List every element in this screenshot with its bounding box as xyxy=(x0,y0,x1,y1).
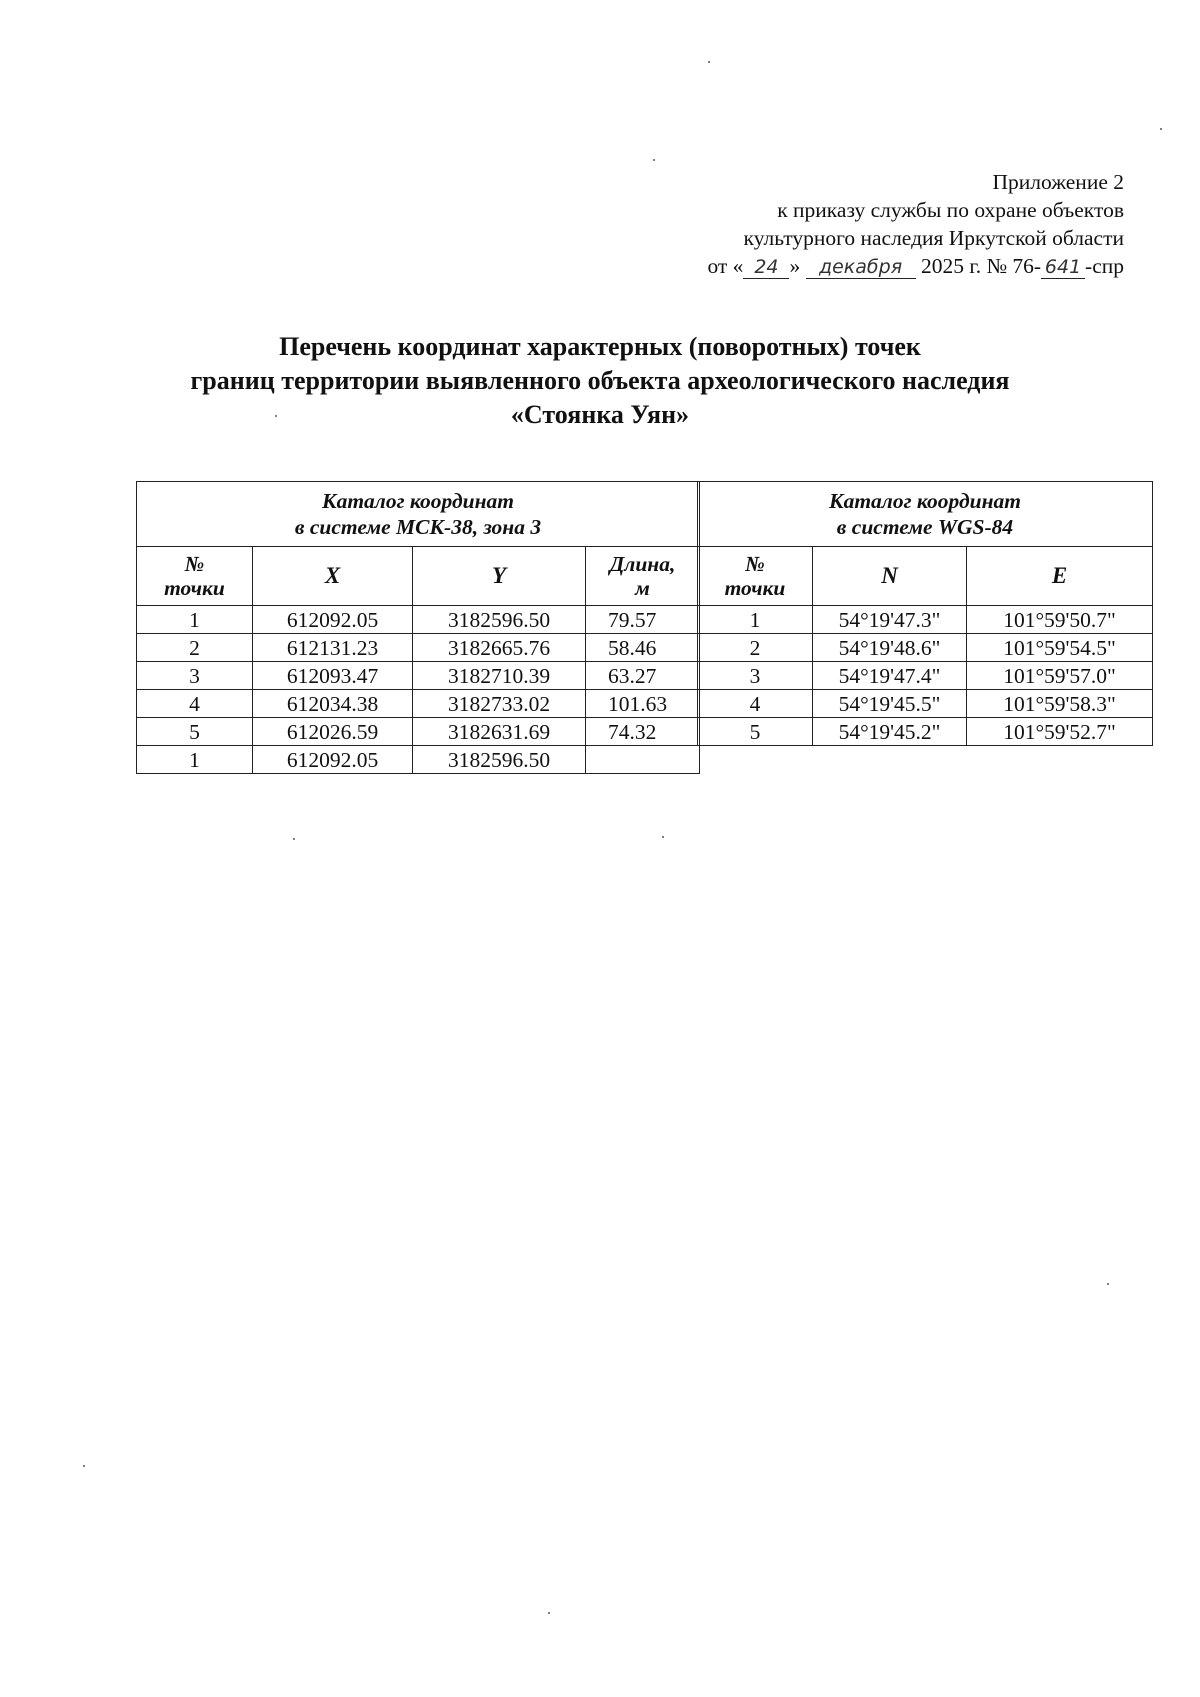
msk-point: 5 xyxy=(137,718,253,746)
wgs-col-point-line-2: точки xyxy=(724,576,786,600)
wgs-e: 101°59'57.0" xyxy=(967,662,1153,690)
scan-speck xyxy=(548,1612,550,1614)
msk-y: 3182665.76 xyxy=(413,634,586,662)
order-suffix: -спр xyxy=(1085,254,1124,278)
wgs-e: 101°59'58.3" xyxy=(967,690,1153,718)
scan-speck xyxy=(1160,128,1162,130)
msk-col-point xyxy=(137,547,253,606)
year-and-order-prefix: 2025 г. № 76 xyxy=(920,254,1034,278)
scan-speck xyxy=(653,159,655,161)
msk-length: 101.63 xyxy=(586,690,700,718)
date-quote-close: » xyxy=(789,254,801,278)
msk-length xyxy=(586,746,700,774)
table-row xyxy=(698,690,1153,718)
scan-speck xyxy=(293,838,295,840)
msk-col-y-label: Y xyxy=(491,563,507,588)
wgs-col-point-line-1: № xyxy=(745,552,765,576)
wgs-col-point xyxy=(698,547,813,606)
table-row xyxy=(137,718,700,746)
msk-x: 612093.47 xyxy=(253,662,413,690)
msk-length: 79.57 xyxy=(586,606,700,634)
msk-point: 2 xyxy=(137,634,253,662)
appendix-line-3: культурного наследия Иркутской области xyxy=(743,226,1124,250)
wgs-point: 4 xyxy=(698,690,813,718)
msk-col-point-line-1: № xyxy=(184,552,205,576)
table-row xyxy=(698,662,1153,690)
msk-y: 3182596.50 xyxy=(413,606,586,634)
msk-coordinate-table xyxy=(136,481,700,774)
appendix-date-line xyxy=(707,252,1124,280)
wgs-point: 5 xyxy=(698,718,813,746)
wgs-n: 54°19'45.2" xyxy=(813,718,967,746)
msk-y: 3182733.02 xyxy=(413,690,586,718)
msk-y: 3182596.50 xyxy=(413,746,586,774)
msk-heading-line-2: в системе МСК-38, зона 3 xyxy=(294,515,542,539)
wgs-n: 54°19'47.4" xyxy=(813,662,967,690)
title-line-3: «Стоянка Уян» xyxy=(510,400,690,429)
msk-length: 58.46 xyxy=(586,634,700,662)
wgs-n: 54°19'48.6" xyxy=(813,634,967,662)
msk-x: 612026.59 xyxy=(253,718,413,746)
scan-speck xyxy=(1107,1283,1109,1285)
title-line-1: Перечень координат характерных (поворотных) точек xyxy=(279,332,921,361)
msk-y: 3182631.69 xyxy=(413,718,586,746)
table-row xyxy=(137,690,700,718)
msk-col-x-label: X xyxy=(324,563,341,588)
scan-speck xyxy=(83,1465,85,1467)
wgs-n: 54°19'45.5" xyxy=(813,690,967,718)
msk-col-length xyxy=(586,547,700,606)
wgs-col-n-label: N xyxy=(881,563,898,588)
wgs-point: 2 xyxy=(698,634,813,662)
msk-col-length-line-2: м xyxy=(635,576,650,600)
msk-point: 4 xyxy=(137,690,253,718)
msk-x: 612034.38 xyxy=(253,690,413,718)
msk-x: 612092.05 xyxy=(253,746,413,774)
wgs-catalog-heading xyxy=(698,482,1153,547)
wgs-e: 101°59'52.7" xyxy=(967,718,1153,746)
handwritten-order-number: 641 xyxy=(1041,256,1085,279)
wgs-n: 54°19'47.3" xyxy=(813,606,967,634)
msk-col-x xyxy=(253,547,413,606)
scan-speck xyxy=(662,836,664,838)
scan-speck xyxy=(708,61,710,63)
handwritten-month: декабря xyxy=(806,256,916,279)
msk-length: 74.32 xyxy=(586,718,700,746)
wgs-point: 3 xyxy=(698,662,813,690)
wgs-coordinate-table xyxy=(697,481,1153,746)
msk-col-point-line-2: точки xyxy=(164,576,225,600)
msk-length: 63.27 xyxy=(586,662,700,690)
msk-col-length-line-1: Длина, xyxy=(609,552,676,576)
msk-x: 612131.23 xyxy=(253,634,413,662)
appendix-line-2: к приказу службы по охране объектов xyxy=(777,198,1124,222)
msk-y: 3182710.39 xyxy=(413,662,586,690)
table-row xyxy=(698,718,1153,746)
document-title xyxy=(0,330,1200,432)
wgs-point: 1 xyxy=(698,606,813,634)
msk-point: 1 xyxy=(137,746,253,774)
wgs-heading-line-2: в системе WGS-84 xyxy=(836,515,1014,539)
table-row xyxy=(137,662,700,690)
date-prefix: от « xyxy=(707,254,744,278)
handwritten-day: 24 xyxy=(743,256,789,279)
wgs-col-e-label: E xyxy=(1051,563,1068,588)
order-number-dash: - xyxy=(1033,254,1042,278)
wgs-col-e xyxy=(967,547,1153,606)
wgs-e: 101°59'54.5" xyxy=(967,634,1153,662)
wgs-e: 101°59'50.7" xyxy=(967,606,1153,634)
table-row xyxy=(698,606,1153,634)
msk-point: 3 xyxy=(137,662,253,690)
wgs-col-n xyxy=(813,547,967,606)
table-row xyxy=(137,746,700,774)
table-row xyxy=(137,634,700,662)
table-row xyxy=(698,634,1153,662)
msk-point: 1 xyxy=(137,606,253,634)
appendix-line-1: Приложение 2 xyxy=(992,170,1124,194)
msk-heading-line-1: Каталог координат xyxy=(322,489,514,513)
wgs-heading-line-1: Каталог координат xyxy=(829,489,1021,513)
table-row xyxy=(137,606,700,634)
msk-x: 612092.05 xyxy=(253,606,413,634)
msk-catalog-heading xyxy=(137,482,700,547)
appendix-block xyxy=(707,168,1124,280)
title-line-2: границ территории выявленного объекта археологического наследия xyxy=(190,366,1010,395)
msk-col-y xyxy=(413,547,586,606)
